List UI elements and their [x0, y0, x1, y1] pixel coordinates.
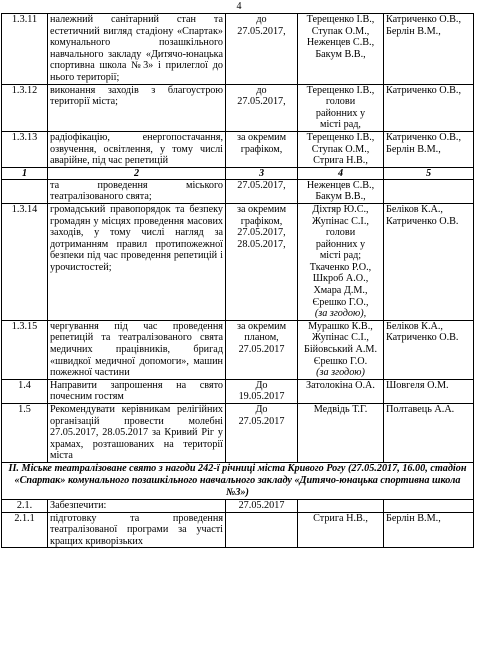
- item-deadline: [226, 379, 298, 403]
- item-executors: [298, 404, 384, 463]
- item-control: [384, 131, 474, 167]
- executor-line: районних у: [315, 238, 366, 250]
- executor-line: Єрешко Г.О.,: [312, 296, 369, 308]
- executor-line: Бійовський А.М.: [303, 344, 378, 356]
- deadline-line: До: [255, 404, 268, 415]
- item-control: [384, 84, 474, 131]
- deadline-line: 27.05.2017,: [237, 227, 286, 239]
- table-row: [2, 14, 474, 85]
- item-number: 1.3.13: [2, 131, 48, 167]
- control-line: Берлін В.М.,: [386, 143, 441, 155]
- item-executors: [298, 14, 384, 85]
- executor-line: Жупінас С.І.,: [312, 215, 369, 227]
- table-row: [2, 84, 474, 131]
- item-number: 2.1.1: [2, 512, 48, 548]
- item-deadline: [226, 203, 298, 320]
- deadline-line: до: [256, 84, 267, 96]
- item-control: [384, 203, 474, 320]
- executor-line: Ткаченко Р.О.,: [309, 261, 372, 273]
- table-row: [2, 320, 474, 379]
- section-title: ІІ. Міське театралізоване свято з нагоди 242-ї річниці міста Кривого Рогу (27.05.2017, 16.00, стадіон «Спартак» комунального позашкільного навчального закладу «Дитячо-юнацька спортивна школа №3»): [2, 462, 474, 499]
- item-number: 1.5: [2, 404, 48, 463]
- executor-line: Затолокіна О.А.: [306, 379, 375, 391]
- executor-line: Ступак О.М.,: [311, 25, 370, 37]
- plan-table-body: [2, 14, 474, 548]
- item-description: радіофікацію, енергопостачання, озвучення, освітлення, у тому числі аварійне, під час репетицій: [48, 131, 226, 167]
- control-line: Шовгеля О.М.: [386, 379, 449, 391]
- deadline-line: за окремим: [236, 203, 287, 215]
- item-executors: [298, 131, 384, 167]
- deadline-line: 27.05.2017,: [237, 25, 286, 37]
- item-description: Рекомендувати керівникам релігійних організацій провести молебні 27.05.2017, 28.05.2017 за Кривий Ріг у храмах, розташованих на території міста: [48, 404, 226, 463]
- item-number: 1.3.15: [2, 320, 48, 379]
- table-row: [2, 179, 474, 203]
- column-number: 2: [48, 167, 226, 179]
- column-number: 1: [2, 167, 48, 179]
- control-line: Беліков К.А.,: [386, 320, 443, 332]
- executor-note: (за згодою): [316, 367, 365, 379]
- executor-line: районних у: [315, 107, 366, 119]
- item-number: 1.3.12: [2, 84, 48, 131]
- control-line: Катриченко О.В.,: [386, 84, 462, 96]
- deadline-line: планом,: [244, 332, 279, 344]
- column-number: 5: [384, 167, 474, 179]
- deadline-line: 27.05.2017: [238, 344, 285, 356]
- item-number: 1.3.14: [2, 203, 48, 320]
- item-description: Направити запрошення на свято почесним гостям: [48, 379, 226, 403]
- item-number: 2.1.: [2, 499, 48, 512]
- table-row: [2, 404, 474, 463]
- item-number: 1.4: [2, 379, 48, 403]
- executor-note: (за згодою),: [314, 308, 367, 320]
- item-control: [384, 404, 474, 463]
- executor-line: Бакум В.В.,: [315, 48, 366, 60]
- column-number: 3: [226, 167, 298, 179]
- control-line: Полтавець А.А.: [386, 404, 455, 415]
- plan-table: [1, 13, 474, 548]
- item-description: Забезпечити:: [48, 499, 226, 512]
- item-description: та проведення міського театралізованого свята;: [48, 179, 226, 203]
- item-executors: [298, 512, 384, 548]
- item-control: [384, 14, 474, 85]
- executor-line: Терещенко І.В.,: [306, 84, 375, 96]
- deadline-line: 27.05.2017,: [237, 96, 286, 108]
- deadline-line: графіком,: [240, 215, 283, 227]
- executor-line: Стрига Н.В.,: [313, 512, 368, 524]
- deadline-line: 19.05.2017: [238, 391, 285, 403]
- item-description: належний санітарний стан та естетичний вигляд стадіону «Спартак» комунального позашкільного навчального закладу «Дитячо-юнацька спортивна школа №3» і прилеглої до нього території;: [48, 14, 226, 85]
- item-control: [384, 379, 474, 403]
- item-executors: [298, 84, 384, 131]
- item-control: [384, 179, 474, 203]
- executor-line: голови: [325, 96, 356, 108]
- table-row: [2, 512, 474, 548]
- table-row: [2, 379, 474, 403]
- item-description: підготовку та проведення театралізованої програми за участі кращих криворізьких: [48, 512, 226, 548]
- page-number: 4: [236, 1, 242, 12]
- executor-line: Ступак О.М.,: [311, 143, 370, 155]
- deadline-line: 27.05.2017: [238, 499, 285, 511]
- table-row: [2, 499, 474, 512]
- executor-line: Шкроб А.О.,: [312, 273, 369, 285]
- section-row: [2, 462, 474, 499]
- executor-line: Жупінас С.І.,: [312, 332, 369, 344]
- item-description: виконання заходів з благоустрою території міста;: [48, 84, 226, 131]
- item-description: громадський правопорядок та безпеку громадян у місцях проведення масових заходів, у тому числі нагляд за дотриманням правил протипожежної безпеки під час проведення репетицій і урочистостей;: [48, 203, 226, 320]
- item-deadline: [226, 512, 298, 548]
- item-control: [384, 499, 474, 512]
- column-number-row: [2, 167, 474, 179]
- item-control: [384, 512, 474, 548]
- deadline-line: 27.05.2017,: [237, 179, 286, 191]
- control-line: Катриченко О.В.,: [386, 131, 462, 143]
- deadline-line: за окремим: [236, 320, 287, 332]
- control-line: Катриченко О.В.: [386, 332, 459, 344]
- control-line: Берлін В.М.,: [386, 25, 441, 37]
- executor-line: Неженцев С.В.,: [306, 37, 375, 49]
- table-row: [2, 203, 474, 320]
- executor-line: Хмара Д.М.,: [313, 285, 368, 297]
- item-deadline: [226, 499, 298, 512]
- control-line: Берлін В.М.,: [386, 512, 441, 524]
- item-description: чергування під час проведення репетицій та театралізованого свята медичних працівників, бригад «швидкої медичної допомоги», машин пожежної частини: [48, 320, 226, 379]
- item-executors: [298, 179, 384, 203]
- deadline-line: 27.05.2017: [238, 415, 285, 427]
- control-line: Катриченко О.В.: [386, 215, 459, 227]
- executor-line: місті рад;: [319, 250, 362, 262]
- executor-line: Терещенко І.В.,: [306, 131, 375, 143]
- item-deadline: [226, 320, 298, 379]
- executor-line: Стрига Н.В.,: [313, 155, 368, 167]
- executor-line: Єрешко Г.О.: [313, 355, 368, 367]
- column-number: 4: [298, 167, 384, 179]
- item-deadline: [226, 179, 298, 203]
- control-line: Беліков К.А.,: [386, 203, 443, 215]
- item-control: [384, 320, 474, 379]
- table-row: [2, 131, 474, 167]
- deadline-line: 28.05.2017,: [237, 238, 286, 250]
- executor-line: Мурашко К.В.,: [308, 320, 373, 332]
- control-line: Катриченко О.В.,: [386, 14, 462, 25]
- item-executors: [298, 379, 384, 403]
- deadline-line: до: [256, 14, 267, 25]
- deadline-line: До: [255, 379, 268, 391]
- deadline-line: графіком,: [240, 143, 283, 155]
- executor-line: Бакум В.В.,: [315, 191, 366, 203]
- executor-line: місті рад,: [320, 119, 361, 131]
- item-deadline: [226, 131, 298, 167]
- item-executors: [298, 320, 384, 379]
- item-deadline: [226, 14, 298, 85]
- executor-line: Діхтяр Ю.С.,: [312, 203, 369, 215]
- item-number: 1.3.11: [2, 14, 48, 85]
- item-executors: [298, 203, 384, 320]
- deadline-line: за окремим: [236, 131, 287, 143]
- executor-line: Медвідь Т.Г.: [313, 404, 368, 415]
- item-deadline: [226, 404, 298, 463]
- item-executors: [298, 499, 384, 512]
- executor-line: голови: [325, 227, 356, 239]
- item-number: [2, 179, 48, 203]
- executor-line: Неженцев С.В.,: [306, 179, 375, 191]
- executor-line: Терещенко І.В.,: [306, 14, 375, 25]
- item-deadline: [226, 84, 298, 131]
